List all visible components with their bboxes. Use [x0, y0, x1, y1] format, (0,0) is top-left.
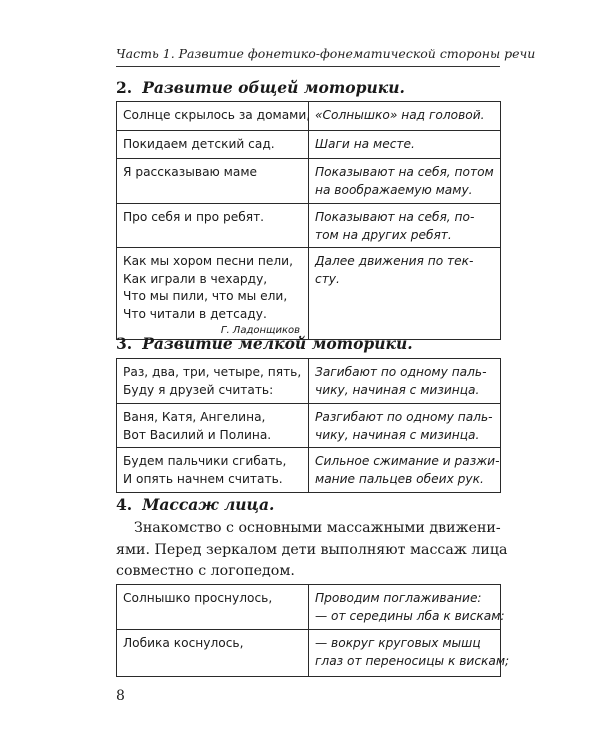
- action-line: мание пальцев обеих рук.: [315, 471, 484, 486]
- rhyme-cell: [117, 585, 309, 630]
- action-line: глаз от переносицы к вискам;: [315, 653, 510, 668]
- rhyme-line: Солнце скрылось за домами,: [123, 108, 311, 122]
- action-cell: [309, 585, 505, 630]
- rhyme-line: Как мы хором песни пели,: [123, 254, 293, 268]
- table-row: [117, 630, 501, 677]
- action-cell: [309, 448, 501, 493]
- action-cell: [309, 630, 510, 677]
- rhyme-line: Лобика коснулось,: [123, 636, 244, 650]
- table-row: [117, 404, 501, 448]
- action-line: «Солнышко» над головой.: [315, 108, 485, 122]
- rhyme-cell: [117, 248, 309, 340]
- table-row: [117, 131, 501, 159]
- section-2-number: 2.: [116, 78, 133, 97]
- rhyme-line: Буду я друзей считать:: [123, 382, 274, 397]
- action-line: на воображаемую маму.: [315, 182, 473, 197]
- section-3-number: 3.: [116, 334, 133, 353]
- action-cell: [309, 404, 501, 448]
- rhyme-line: Как играли в чехарду,: [123, 271, 268, 286]
- rhyme-cell: [117, 204, 309, 248]
- paragraph-line: совместно с логопедом.: [116, 563, 295, 579]
- action-line: Показывают на себя, по-: [315, 210, 475, 224]
- action-cell: [309, 204, 501, 248]
- action-line: чику, начиная с мизинца.: [315, 382, 480, 397]
- rhyme-line: Вот Василий и Полина.: [123, 427, 272, 442]
- action-cell: [309, 248, 501, 340]
- rhyme-line: Что мы пили, что мы ели,: [123, 289, 288, 303]
- action-line: Показывают на себя, потом: [315, 165, 494, 179]
- fine-motor-table: [116, 358, 501, 493]
- rhyme-line: Покидаем детский сад.: [123, 137, 275, 151]
- rhyme-line: Раз, два, три, четыре, пять,: [123, 365, 302, 379]
- rhyme-line: Про себя и про ребят.: [123, 210, 265, 224]
- action-cell: [309, 102, 501, 131]
- action-line: сту.: [315, 271, 340, 286]
- action-line: Проводим поглаживание:: [315, 591, 482, 605]
- action-line: Разгибают по одному паль-: [315, 410, 493, 424]
- action-line: — от середины лба к вискам:: [315, 608, 505, 623]
- rhyme-line: Что читали в детсаду.: [123, 306, 267, 321]
- section-2-title: Развитие общей моторики.: [142, 78, 405, 97]
- header-rule: [116, 66, 500, 67]
- table-row: [117, 359, 501, 404]
- rhyme-line: Я рассказываю маме: [123, 165, 258, 179]
- section-4-number: 4.: [116, 495, 133, 514]
- action-line: Далее движения по тек-: [315, 254, 474, 268]
- rhyme-line: Будем пальчики сгибать,: [123, 454, 287, 468]
- section-2-heading: [116, 78, 405, 97]
- table-row: [117, 204, 501, 248]
- section-4-title: Массаж лица.: [142, 495, 275, 514]
- rhyme-cell: [117, 448, 309, 493]
- poem-author: Г. Ладонщиков: [220, 325, 300, 336]
- action-cell: [309, 131, 501, 159]
- rhyme-cell: [117, 159, 309, 204]
- table-row: [117, 248, 501, 340]
- action-line: чику, начиная с мизинца.: [315, 427, 480, 442]
- table-row: [117, 448, 501, 493]
- rhyme-cell: [117, 359, 309, 404]
- section-3-title: Развитие мелкой моторики.: [142, 334, 413, 353]
- action-line: Загибают по одному паль-: [315, 365, 487, 379]
- action-line: Шаги на месте.: [315, 137, 415, 151]
- rhyme-line: Солнышко проснулось,: [123, 591, 273, 605]
- rhyme-cell: [117, 404, 309, 448]
- rhyme-cell: [117, 131, 309, 159]
- gross-motor-table: [116, 101, 501, 340]
- action-line: — вокруг круговых мышц: [315, 636, 481, 650]
- section-4-heading: [116, 495, 274, 514]
- section-4-paragraph: [116, 518, 508, 583]
- action-cell: [309, 359, 501, 404]
- action-line: том на других ребят.: [315, 227, 452, 242]
- table-row: [117, 102, 501, 131]
- running-head: Часть 1. Развитие фонетико-фонематической стороны речи: [116, 46, 536, 61]
- rhyme-line: И опять начнем считать.: [123, 471, 283, 486]
- action-line: Сильное сжимание и разжи-: [315, 454, 500, 468]
- rhyme-cell: [117, 102, 309, 131]
- face-massage-table: [116, 584, 510, 677]
- rhyme-cell: [117, 630, 309, 677]
- paragraph-line: ями. Перед зеркалом дети выполняют массаж лица: [116, 541, 508, 558]
- table-row: [117, 585, 501, 630]
- action-cell: [309, 159, 501, 204]
- page-number: 8: [116, 688, 125, 704]
- rhyme-line: Ваня, Катя, Ангелина,: [123, 410, 266, 424]
- paragraph-line: Знакомство с основными массажными движени-: [134, 520, 501, 536]
- section-3-heading: [116, 334, 413, 353]
- table-row: [117, 159, 501, 204]
